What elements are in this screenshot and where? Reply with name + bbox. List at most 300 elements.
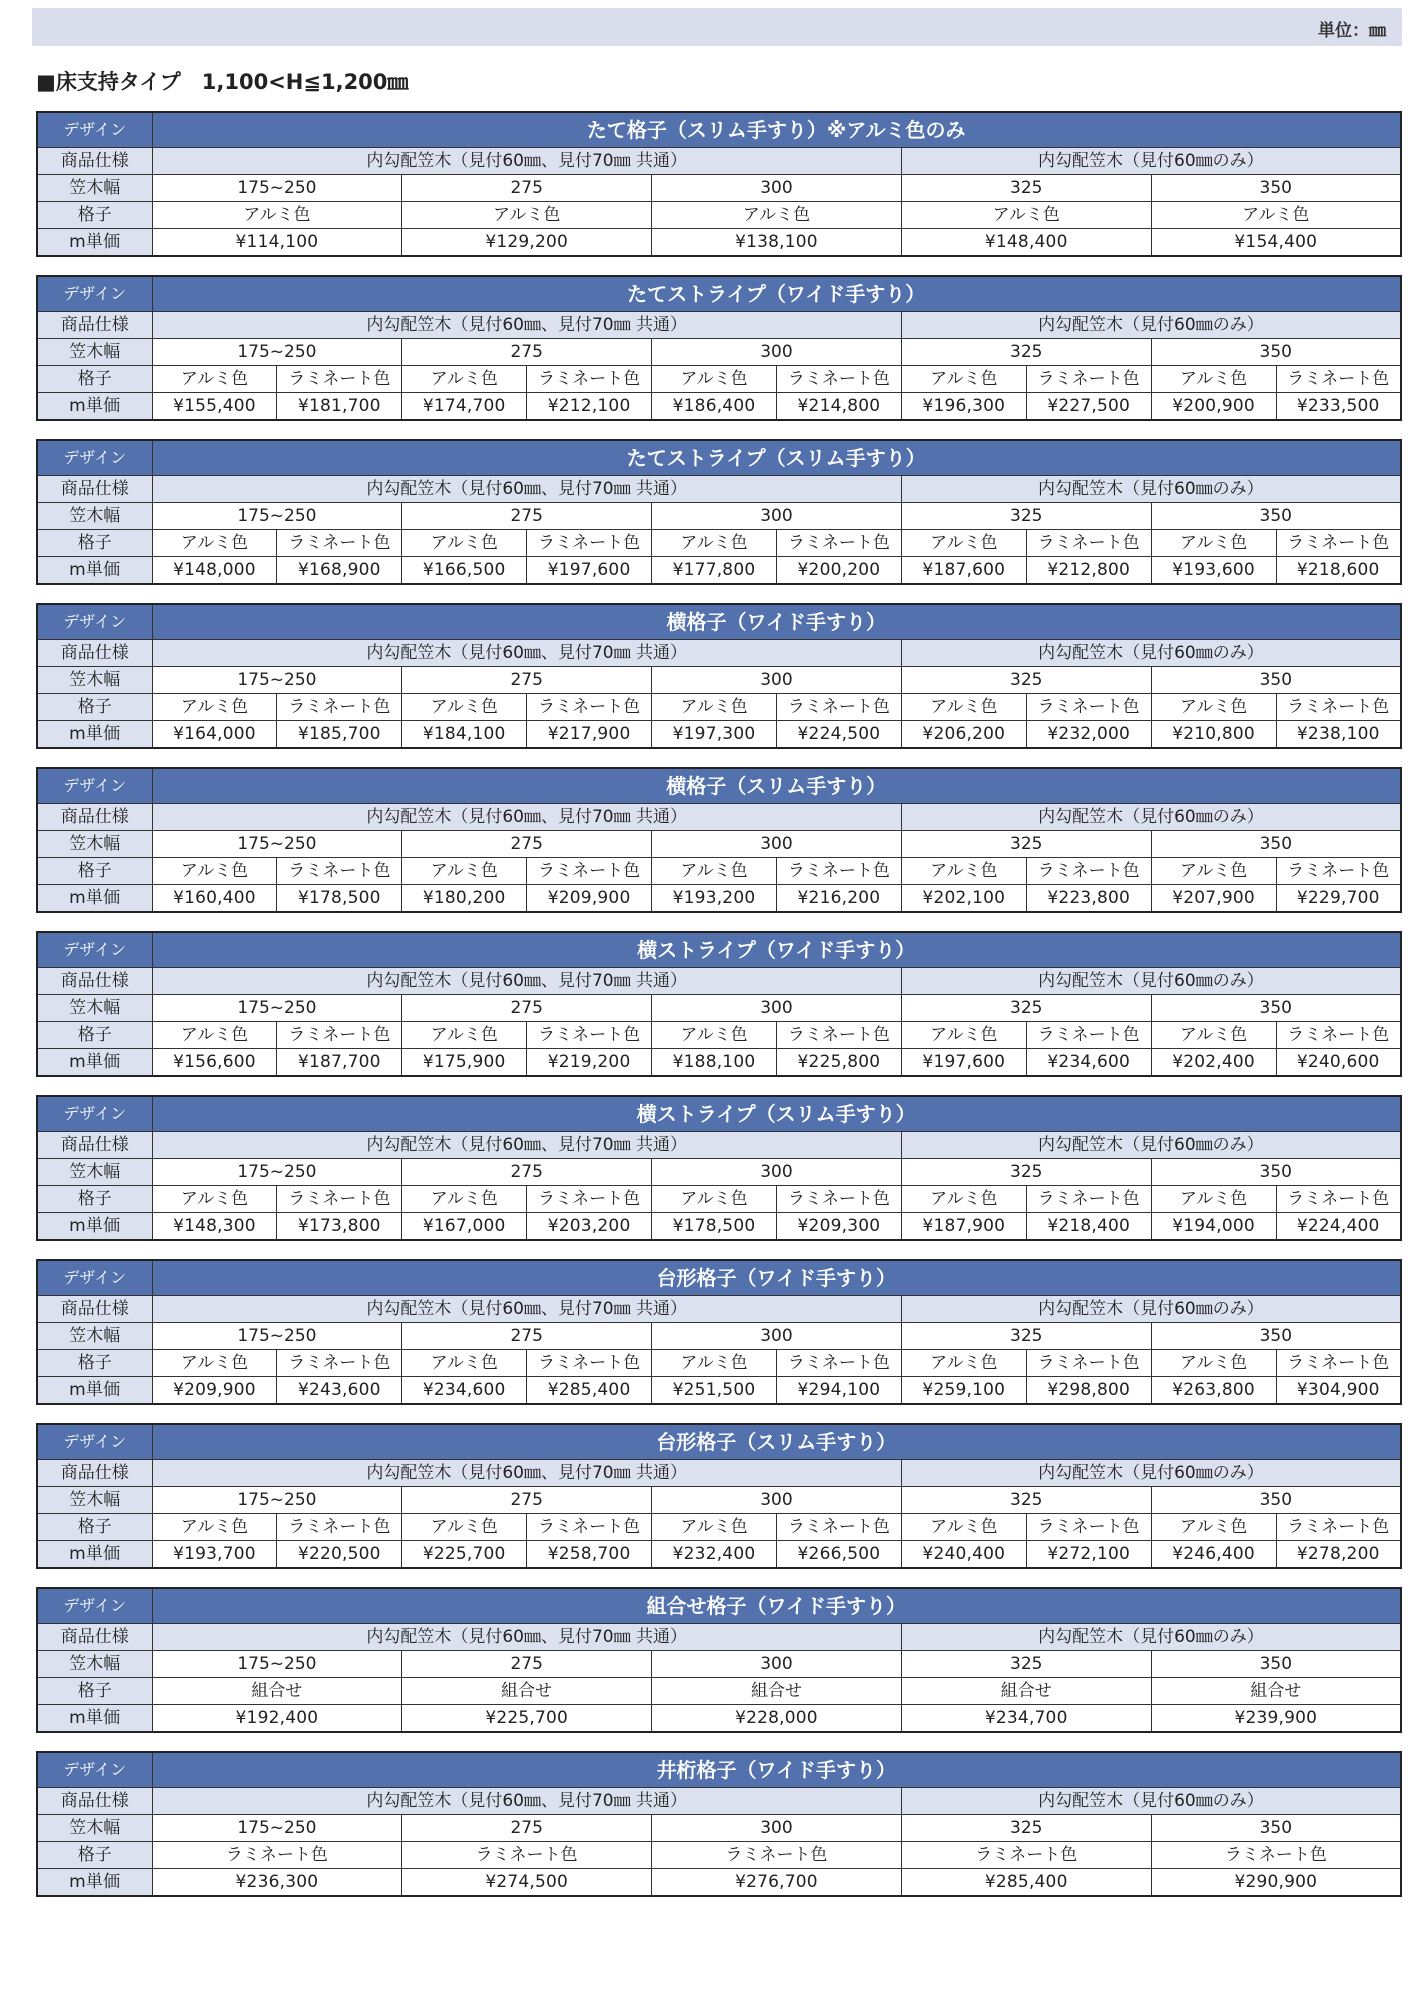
design-label: デザイン xyxy=(37,768,152,804)
lattice-color: アルミ色 xyxy=(901,366,1026,393)
width-value: 300 xyxy=(652,339,902,366)
lattice-color: アルミ色 xyxy=(152,858,277,885)
lattice-color: ラミネート色 xyxy=(1276,530,1401,557)
lattice-color: アルミ色 xyxy=(652,858,777,885)
lattice-color: アルミ色 xyxy=(152,1022,277,1049)
spec-shared: 内勾配笠木（見付60㎜、見付70㎜ 共通） xyxy=(152,1296,901,1323)
width-value: 300 xyxy=(652,667,902,694)
price-label: m単価 xyxy=(37,1705,152,1733)
lattice-color: アルミ色 xyxy=(152,202,402,229)
price-value: ¥210,800 xyxy=(1151,721,1276,749)
lattice-color: アルミ色 xyxy=(652,1350,777,1377)
lattice-color: ラミネート色 xyxy=(1026,366,1151,393)
lattice-color: ラミネート色 xyxy=(277,858,402,885)
width-value: 275 xyxy=(402,667,652,694)
lattice-color: アルミ色 xyxy=(1151,1186,1276,1213)
lattice-label: 格子 xyxy=(37,694,152,721)
lattice-color: アルミ色 xyxy=(652,694,777,721)
lattice-color: アルミ色 xyxy=(652,202,902,229)
width-value: 325 xyxy=(901,995,1151,1022)
price-label: m単価 xyxy=(37,1049,152,1077)
lattice-color: ラミネート色 xyxy=(776,1514,901,1541)
lattice-color: ラミネート色 xyxy=(901,1842,1151,1869)
lattice-color: アルミ色 xyxy=(652,1514,777,1541)
lattice-color: ラミネート色 xyxy=(277,694,402,721)
spec-only60: 内勾配笠木（見付60㎜のみ） xyxy=(901,804,1401,831)
width-value: 275 xyxy=(402,1487,652,1514)
width-value: 275 xyxy=(402,831,652,858)
width-value: 325 xyxy=(901,667,1151,694)
width-value: 175~250 xyxy=(152,1323,402,1350)
lattice-label: 格子 xyxy=(37,202,152,229)
design-name: 組合せ格子（ワイド手すり） xyxy=(152,1588,1401,1624)
lattice-label: 格子 xyxy=(37,366,152,393)
spec-shared: 内勾配笠木（見付60㎜、見付70㎜ 共通） xyxy=(152,1460,901,1487)
lattice-color: アルミ色 xyxy=(402,530,527,557)
price-value: ¥232,400 xyxy=(652,1541,777,1569)
price-value: ¥220,500 xyxy=(277,1541,402,1569)
price-value: ¥202,400 xyxy=(1151,1049,1276,1077)
page-title: ■床支持タイプ 1,100<H≦1,200㎜ xyxy=(36,70,409,94)
width-value: 325 xyxy=(901,175,1151,202)
spec-shared: 内勾配笠木（見付60㎜、見付70㎜ 共通） xyxy=(152,148,901,175)
price-value: ¥246,400 xyxy=(1151,1541,1276,1569)
width-value: 175~250 xyxy=(152,503,402,530)
spec-only60: 内勾配笠木（見付60㎜のみ） xyxy=(901,1296,1401,1323)
lattice-color: アルミ色 xyxy=(402,366,527,393)
width-value: 350 xyxy=(1151,1815,1401,1842)
width-value: 175~250 xyxy=(152,1651,402,1678)
lattice-color: ラミネート色 xyxy=(1026,530,1151,557)
width-label: 笠木幅 xyxy=(37,503,152,530)
width-value: 325 xyxy=(901,503,1151,530)
price-value: ¥229,700 xyxy=(1276,885,1401,913)
width-value: 350 xyxy=(1151,995,1401,1022)
lattice-color: アルミ色 xyxy=(1151,1350,1276,1377)
design-name: 台形格子（スリム手すり） xyxy=(152,1424,1401,1460)
lattice-color: アルミ色 xyxy=(402,694,527,721)
price-table xyxy=(36,1095,1402,1241)
lattice-color: ラミネート色 xyxy=(277,1350,402,1377)
spec-only60: 内勾配笠木（見付60㎜のみ） xyxy=(901,312,1401,339)
price-value: ¥251,500 xyxy=(652,1377,777,1405)
lattice-color: ラミネート色 xyxy=(277,366,402,393)
width-value: 275 xyxy=(402,1815,652,1842)
width-value: 175~250 xyxy=(152,1159,402,1186)
width-value: 325 xyxy=(901,1159,1151,1186)
lattice-color: アルミ色 xyxy=(402,858,527,885)
lattice-color: アルミ色 xyxy=(1151,1514,1276,1541)
price-value: ¥225,700 xyxy=(402,1705,652,1733)
spec-shared: 内勾配笠木（見付60㎜、見付70㎜ 共通） xyxy=(152,1132,901,1159)
width-value: 350 xyxy=(1151,1487,1401,1514)
width-value: 300 xyxy=(652,995,902,1022)
price-value: ¥225,800 xyxy=(776,1049,901,1077)
lattice-color: アルミ色 xyxy=(901,202,1151,229)
price-value: ¥129,200 xyxy=(402,229,652,257)
spec-shared: 内勾配笠木（見付60㎜、見付70㎜ 共通） xyxy=(152,312,901,339)
lattice-color: アルミ色 xyxy=(901,858,1026,885)
width-value: 300 xyxy=(652,1159,902,1186)
lattice-color: アルミ色 xyxy=(402,1186,527,1213)
design-label: デザイン xyxy=(37,604,152,640)
width-value: 275 xyxy=(402,503,652,530)
price-value: ¥175,900 xyxy=(402,1049,527,1077)
price-value: ¥155,400 xyxy=(152,393,277,421)
lattice-color: アルミ色 xyxy=(1151,530,1276,557)
lattice-color: ラミネート色 xyxy=(527,1514,652,1541)
price-value: ¥184,100 xyxy=(402,721,527,749)
lattice-color: ラミネート色 xyxy=(152,1842,402,1869)
spec-label: 商品仕様 xyxy=(37,312,152,339)
width-value: 300 xyxy=(652,1487,902,1514)
lattice-color: ラミネート色 xyxy=(776,1186,901,1213)
price-value: ¥206,200 xyxy=(901,721,1026,749)
lattice-label: 格子 xyxy=(37,1350,152,1377)
lattice-color: ラミネート色 xyxy=(776,366,901,393)
lattice-color: アルミ色 xyxy=(1151,366,1276,393)
width-value: 325 xyxy=(901,1323,1151,1350)
price-value: ¥164,000 xyxy=(152,721,277,749)
price-value: ¥272,100 xyxy=(1026,1541,1151,1569)
lattice-color: ラミネート色 xyxy=(527,694,652,721)
width-value: 325 xyxy=(901,339,1151,366)
price-value: ¥187,600 xyxy=(901,557,1026,585)
price-value: ¥209,900 xyxy=(527,885,652,913)
price-value: ¥219,200 xyxy=(527,1049,652,1077)
price-value: ¥266,500 xyxy=(776,1541,901,1569)
lattice-label: 格子 xyxy=(37,1842,152,1869)
price-value: ¥197,600 xyxy=(527,557,652,585)
lattice-color: ラミネート色 xyxy=(1026,858,1151,885)
price-value: ¥193,700 xyxy=(152,1541,277,1569)
lattice-color: アルミ色 xyxy=(152,1186,277,1213)
design-name: たてストライプ（ワイド手すり） xyxy=(152,276,1401,312)
lattice-color: アルミ色 xyxy=(901,1350,1026,1377)
price-value: ¥238,100 xyxy=(1276,721,1401,749)
price-table xyxy=(36,603,1402,749)
spec-shared: 内勾配笠木（見付60㎜、見付70㎜ 共通） xyxy=(152,640,901,667)
price-table xyxy=(36,275,1402,421)
price-value: ¥218,400 xyxy=(1026,1213,1151,1241)
lattice-color: ラミネート色 xyxy=(1026,1514,1151,1541)
lattice-color: ラミネート色 xyxy=(776,1022,901,1049)
lattice-color: アルミ色 xyxy=(901,530,1026,557)
price-table xyxy=(36,111,1402,257)
price-value: ¥156,600 xyxy=(152,1049,277,1077)
width-value: 300 xyxy=(652,175,902,202)
price-table xyxy=(36,1259,1402,1405)
price-value: ¥209,900 xyxy=(152,1377,277,1405)
width-value: 275 xyxy=(402,1651,652,1678)
price-value: ¥224,400 xyxy=(1276,1213,1401,1241)
design-name: 横格子（スリム手すり） xyxy=(152,768,1401,804)
lattice-color: ラミネート色 xyxy=(527,1022,652,1049)
price-value: ¥177,800 xyxy=(652,557,777,585)
width-value: 350 xyxy=(1151,1159,1401,1186)
price-value: ¥203,200 xyxy=(527,1213,652,1241)
lattice-color: ラミネート色 xyxy=(1276,1022,1401,1049)
lattice-color: アルミ色 xyxy=(1151,694,1276,721)
lattice-color: アルミ色 xyxy=(1151,1022,1276,1049)
lattice-color: アルミ色 xyxy=(402,1514,527,1541)
width-value: 350 xyxy=(1151,503,1401,530)
width-value: 175~250 xyxy=(152,831,402,858)
price-value: ¥243,600 xyxy=(277,1377,402,1405)
price-value: ¥207,900 xyxy=(1151,885,1276,913)
price-label: m単価 xyxy=(37,721,152,749)
width-label: 笠木幅 xyxy=(37,1487,152,1514)
lattice-color: アルミ色 xyxy=(652,530,777,557)
spec-only60: 内勾配笠木（見付60㎜のみ） xyxy=(901,1624,1401,1651)
price-value: ¥232,000 xyxy=(1026,721,1151,749)
lattice-color: ラミネート色 xyxy=(277,1186,402,1213)
lattice-label: 格子 xyxy=(37,1678,152,1705)
lattice-color: ラミネート色 xyxy=(277,530,402,557)
price-value: ¥178,500 xyxy=(277,885,402,913)
width-value: 350 xyxy=(1151,1651,1401,1678)
lattice-label: 格子 xyxy=(37,530,152,557)
price-value: ¥168,900 xyxy=(277,557,402,585)
design-name: 横ストライプ（スリム手すり） xyxy=(152,1096,1401,1132)
price-value: ¥285,400 xyxy=(901,1869,1151,1897)
width-value: 175~250 xyxy=(152,1815,402,1842)
lattice-color: アルミ色 xyxy=(152,1350,277,1377)
price-tables xyxy=(36,111,1400,1915)
spec-shared: 内勾配笠木（見付60㎜、見付70㎜ 共通） xyxy=(152,476,901,503)
design-name: 台形格子（ワイド手すり） xyxy=(152,1260,1401,1296)
price-value: ¥294,100 xyxy=(776,1377,901,1405)
spec-shared: 内勾配笠木（見付60㎜、見付70㎜ 共通） xyxy=(152,1624,901,1651)
lattice-color: アルミ色 xyxy=(901,1514,1026,1541)
price-value: ¥278,200 xyxy=(1276,1541,1401,1569)
price-table xyxy=(36,767,1402,913)
price-value: ¥148,300 xyxy=(152,1213,277,1241)
price-value: ¥233,500 xyxy=(1276,393,1401,421)
lattice-color: アルミ色 xyxy=(402,1022,527,1049)
width-value: 175~250 xyxy=(152,1487,402,1514)
price-value: ¥236,300 xyxy=(152,1869,402,1897)
price-label: m単価 xyxy=(37,1869,152,1897)
width-value: 275 xyxy=(402,175,652,202)
price-label: m単価 xyxy=(37,1377,152,1405)
price-value: ¥197,600 xyxy=(901,1049,1026,1077)
price-value: ¥234,600 xyxy=(1026,1049,1151,1077)
price-value: ¥298,800 xyxy=(1026,1377,1151,1405)
price-value: ¥212,100 xyxy=(527,393,652,421)
design-label: デザイン xyxy=(37,1752,152,1788)
price-value: ¥274,500 xyxy=(402,1869,652,1897)
lattice-color: 組合せ xyxy=(652,1678,902,1705)
price-value: ¥263,800 xyxy=(1151,1377,1276,1405)
width-value: 300 xyxy=(652,831,902,858)
lattice-color: ラミネート色 xyxy=(527,530,652,557)
price-label: m単価 xyxy=(37,557,152,585)
width-value: 350 xyxy=(1151,667,1401,694)
price-value: ¥212,800 xyxy=(1026,557,1151,585)
spec-label: 商品仕様 xyxy=(37,640,152,667)
width-value: 175~250 xyxy=(152,667,402,694)
price-value: ¥285,400 xyxy=(527,1377,652,1405)
lattice-color: ラミネート色 xyxy=(1026,1022,1151,1049)
width-value: 275 xyxy=(402,1323,652,1350)
price-value: ¥276,700 xyxy=(652,1869,902,1897)
price-value: ¥223,800 xyxy=(1026,885,1151,913)
price-value: ¥225,700 xyxy=(402,1541,527,1569)
spec-label: 商品仕様 xyxy=(37,148,152,175)
price-value: ¥174,700 xyxy=(402,393,527,421)
lattice-color: アルミ色 xyxy=(901,1022,1026,1049)
spec-label: 商品仕様 xyxy=(37,476,152,503)
lattice-label: 格子 xyxy=(37,1186,152,1213)
price-value: ¥148,400 xyxy=(901,229,1151,257)
price-value: ¥178,500 xyxy=(652,1213,777,1241)
lattice-color: アルミ色 xyxy=(1151,202,1401,229)
width-value: 350 xyxy=(1151,339,1401,366)
lattice-color: ラミネート色 xyxy=(652,1842,902,1869)
design-name: 井桁格子（ワイド手すり） xyxy=(152,1752,1401,1788)
lattice-color: ラミネート色 xyxy=(402,1842,652,1869)
spec-label: 商品仕様 xyxy=(37,804,152,831)
price-value: ¥290,900 xyxy=(1151,1869,1401,1897)
lattice-color: アルミ色 xyxy=(652,366,777,393)
price-value: ¥200,900 xyxy=(1151,393,1276,421)
width-value: 325 xyxy=(901,1815,1151,1842)
spec-label: 商品仕様 xyxy=(37,1460,152,1487)
lattice-color: アルミ色 xyxy=(152,530,277,557)
price-value: ¥209,300 xyxy=(776,1213,901,1241)
price-value: ¥138,100 xyxy=(652,229,902,257)
lattice-color: ラミネート色 xyxy=(527,1186,652,1213)
lattice-color: アルミ色 xyxy=(402,202,652,229)
spec-only60: 内勾配笠木（見付60㎜のみ） xyxy=(901,968,1401,995)
price-value: ¥228,000 xyxy=(652,1705,902,1733)
lattice-color: 組合せ xyxy=(152,1678,402,1705)
lattice-color: ラミネート色 xyxy=(1276,1186,1401,1213)
width-value: 325 xyxy=(901,1651,1151,1678)
design-label: デザイン xyxy=(37,112,152,148)
lattice-color: ラミネート色 xyxy=(1026,1186,1151,1213)
price-value: ¥185,700 xyxy=(277,721,402,749)
price-value: ¥217,900 xyxy=(527,721,652,749)
width-value: 175~250 xyxy=(152,995,402,1022)
spec-label: 商品仕様 xyxy=(37,1132,152,1159)
design-label: デザイン xyxy=(37,276,152,312)
design-label: デザイン xyxy=(37,932,152,968)
width-label: 笠木幅 xyxy=(37,831,152,858)
spec-only60: 内勾配笠木（見付60㎜のみ） xyxy=(901,148,1401,175)
price-value: ¥180,200 xyxy=(402,885,527,913)
width-label: 笠木幅 xyxy=(37,1651,152,1678)
lattice-label: 格子 xyxy=(37,858,152,885)
lattice-color: ラミネート色 xyxy=(1276,366,1401,393)
price-value: ¥196,300 xyxy=(901,393,1026,421)
price-table xyxy=(36,931,1402,1077)
width-value: 325 xyxy=(901,831,1151,858)
price-value: ¥148,000 xyxy=(152,557,277,585)
price-value: ¥166,500 xyxy=(402,557,527,585)
width-value: 300 xyxy=(652,503,902,530)
width-label: 笠木幅 xyxy=(37,1815,152,1842)
width-label: 笠木幅 xyxy=(37,175,152,202)
price-value: ¥259,100 xyxy=(901,1377,1026,1405)
lattice-color: アルミ色 xyxy=(152,366,277,393)
width-label: 笠木幅 xyxy=(37,667,152,694)
lattice-color: ラミネート色 xyxy=(1276,858,1401,885)
price-table xyxy=(36,439,1402,585)
lattice-color: アルミ色 xyxy=(901,1186,1026,1213)
spec-label: 商品仕様 xyxy=(37,968,152,995)
price-value: ¥218,600 xyxy=(1276,557,1401,585)
spec-shared: 内勾配笠木（見付60㎜、見付70㎜ 共通） xyxy=(152,968,901,995)
price-value: ¥154,400 xyxy=(1151,229,1401,257)
design-label: デザイン xyxy=(37,1260,152,1296)
lattice-color: アルミ色 xyxy=(152,694,277,721)
price-value: ¥192,400 xyxy=(152,1705,402,1733)
price-table xyxy=(36,1423,1402,1569)
lattice-color: アルミ色 xyxy=(652,1186,777,1213)
price-value: ¥239,900 xyxy=(1151,1705,1401,1733)
design-name: 横格子（ワイド手すり） xyxy=(152,604,1401,640)
price-value: ¥202,100 xyxy=(901,885,1026,913)
price-value: ¥173,800 xyxy=(277,1213,402,1241)
width-value: 300 xyxy=(652,1323,902,1350)
price-value: ¥258,700 xyxy=(527,1541,652,1569)
price-value: ¥240,400 xyxy=(901,1541,1026,1569)
spec-label: 商品仕様 xyxy=(37,1296,152,1323)
price-table xyxy=(36,1751,1402,1897)
lattice-color: アルミ色 xyxy=(1151,858,1276,885)
price-value: ¥181,700 xyxy=(277,393,402,421)
spec-shared: 内勾配笠木（見付60㎜、見付70㎜ 共通） xyxy=(152,804,901,831)
width-value: 275 xyxy=(402,339,652,366)
lattice-color: ラミネート色 xyxy=(277,1022,402,1049)
width-value: 275 xyxy=(402,995,652,1022)
width-value: 350 xyxy=(1151,831,1401,858)
price-value: ¥187,700 xyxy=(277,1049,402,1077)
design-name: たて格子（スリム手すり）※アルミ色のみ xyxy=(152,112,1401,148)
price-value: ¥114,100 xyxy=(152,229,402,257)
spec-label: 商品仕様 xyxy=(37,1624,152,1651)
lattice-color: ラミネート色 xyxy=(776,530,901,557)
lattice-color: アルミ色 xyxy=(901,694,1026,721)
spec-only60: 内勾配笠木（見付60㎜のみ） xyxy=(901,1788,1401,1815)
price-label: m単価 xyxy=(37,885,152,913)
price-value: ¥200,200 xyxy=(776,557,901,585)
lattice-color: ラミネート色 xyxy=(776,1350,901,1377)
price-value: ¥227,500 xyxy=(1026,393,1151,421)
spec-only60: 内勾配笠木（見付60㎜のみ） xyxy=(901,476,1401,503)
design-label: デザイン xyxy=(37,1096,152,1132)
design-label: デザイン xyxy=(37,1588,152,1624)
design-label: デザイン xyxy=(37,440,152,476)
price-value: ¥188,100 xyxy=(652,1049,777,1077)
width-label: 笠木幅 xyxy=(37,1159,152,1186)
width-label: 笠木幅 xyxy=(37,995,152,1022)
lattice-color: 組合せ xyxy=(1151,1678,1401,1705)
lattice-label: 格子 xyxy=(37,1514,152,1541)
price-label: m単価 xyxy=(37,1213,152,1241)
price-label: m単価 xyxy=(37,229,152,257)
lattice-color: ラミネート色 xyxy=(527,366,652,393)
design-label: デザイン xyxy=(37,1424,152,1460)
width-value: 275 xyxy=(402,1159,652,1186)
lattice-label: 格子 xyxy=(37,1022,152,1049)
lattice-color: アルミ色 xyxy=(652,1022,777,1049)
width-label: 笠木幅 xyxy=(37,339,152,366)
price-value: ¥304,900 xyxy=(1276,1377,1401,1405)
width-value: 300 xyxy=(652,1815,902,1842)
